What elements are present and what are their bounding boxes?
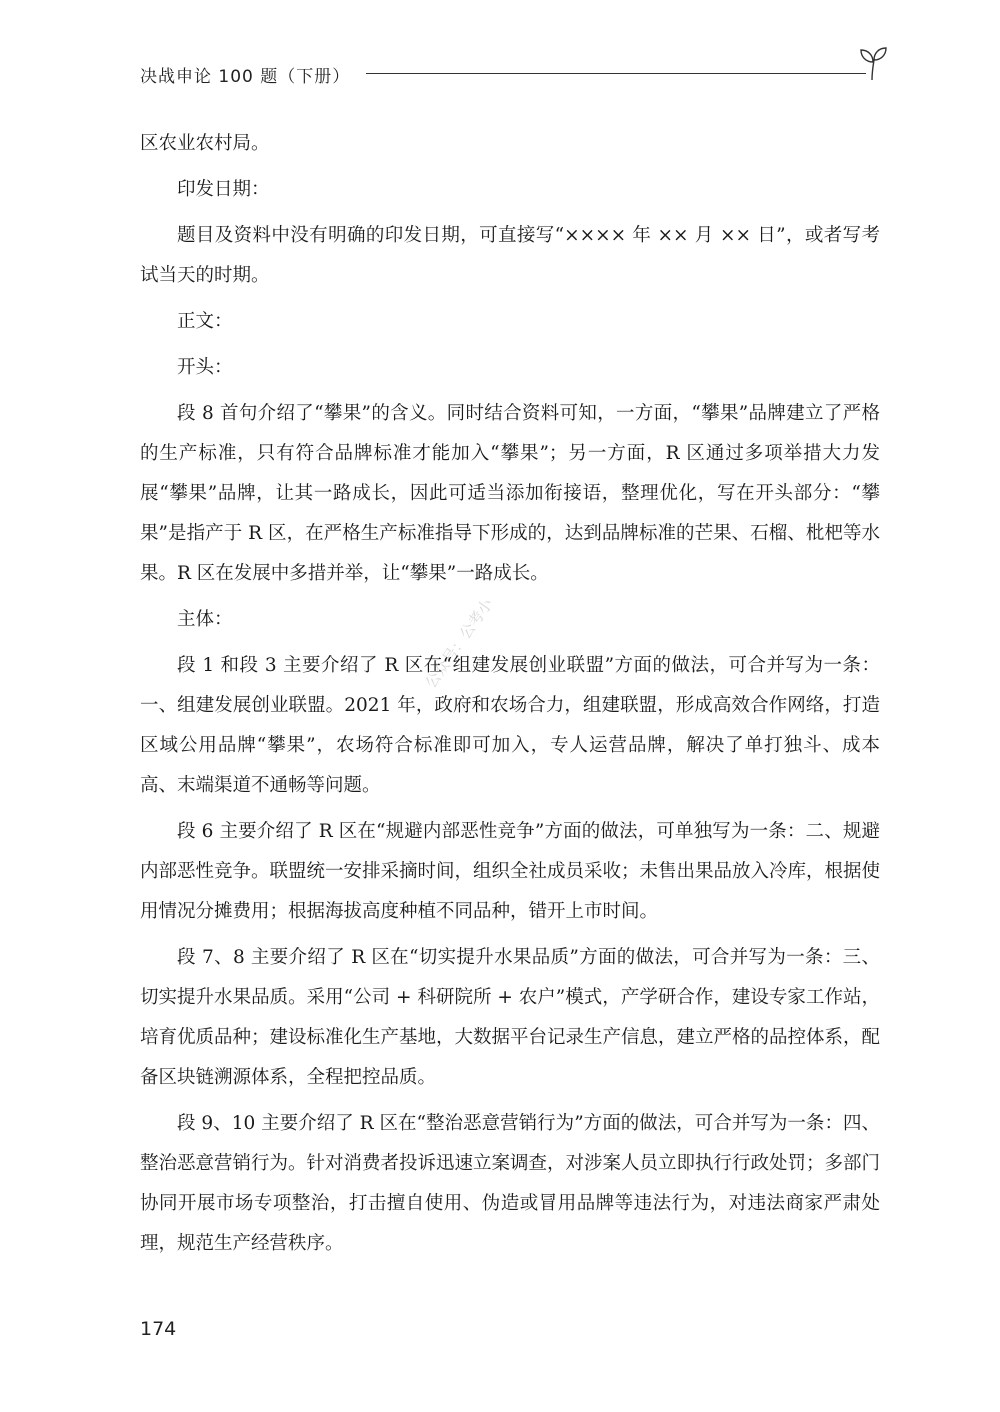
sprout-icon <box>852 42 892 82</box>
paragraph: 段 7、8 主要介绍了 R 区在“切实提升水果品质”方面的做法，可合并写为一条：三、切实提升水果品质。采用“公司 + 科研院所 + 农户”模式，产学研合作，建设专家工作站，培育优质品种；建设标准化生产基地，大数据平台记录生产信息，建立严格的品控体系，配备区块链溯源体系，全程把控品质。 <box>140 947 881 1088</box>
page-number: 174 <box>140 1318 177 1340</box>
paragraph: 印发日期： <box>177 179 270 200</box>
paragraph: 段 6 主要介绍了 R 区在“规避内部恶性竞争”方面的做法，可单独写为一条：二、规避内部恶性竞争。联盟统一安排采摘时间，组织全社成员采收；未售出果品放入冷库，根据使用情况分摊费用；根据海拔高度种植不同品种，错开上市时间。 <box>140 821 881 922</box>
paragraph: 开头： <box>177 357 233 378</box>
paragraph: 题目及资料中没有明确的印发日期，可直接写“×××× 年 ×× 月 ×× 日”，或者写考试当天的时期。 <box>140 225 880 286</box>
header-rule <box>366 73 866 74</box>
paragraph: 主体： <box>177 609 233 630</box>
body-text <box>140 124 880 1270</box>
page-header <box>140 58 892 94</box>
paragraph: 段 1 和段 3 主要介绍了 R 区在“组建发展创业联盟”方面的做法，可合并写为一条：一、组建发展创业联盟。2021 年，政府和农场合力，组建联盟，形成高效合作网络，打造区域公用品牌“攀果”，农场符合标准即可加入，专人运营品牌，解决了单打独斗、成本高、末端渠道不通畅等问题。 <box>140 655 880 796</box>
paragraph: 段 9、10 主要介绍了 R 区在“整治恶意营销行为”方面的做法，可合并写为一条：四、整治恶意营销行为。针对消费者投诉迅速立案调查，对涉案人员立即执行行政处罚；多部门协同开展市场专项整治，打击擅自使用、伪造或冒用品牌等违法行为，对违法商家严肃处理，规范生产经营秩序。 <box>140 1113 881 1254</box>
book-title: 决战申论 100 题（下册） <box>140 67 351 87</box>
paragraph: 段 8 首句介绍了“攀果”的含义。同时结合资料可知，一方面，“攀果”品牌建立了严格的生产标准，只有符合品牌标准才能加入“攀果”；另一方面，R 区通过多项举措大力发展“攀果”品牌，让其一路成长，因此可适当添加衔接语，整理优化，写在开头部分：“攀果”是指产于 R 区，在严格生产标准指导下形成的，达到品牌标准的芒果、石榴、枇杷等水果。R 区在发展中多措并举，让“攀果”一路成长。 <box>140 403 880 584</box>
paragraph: 区农业农村局。 <box>140 133 270 154</box>
paragraph: 正文： <box>177 311 233 332</box>
watermark: 公众号：公考小 <box>421 595 497 692</box>
